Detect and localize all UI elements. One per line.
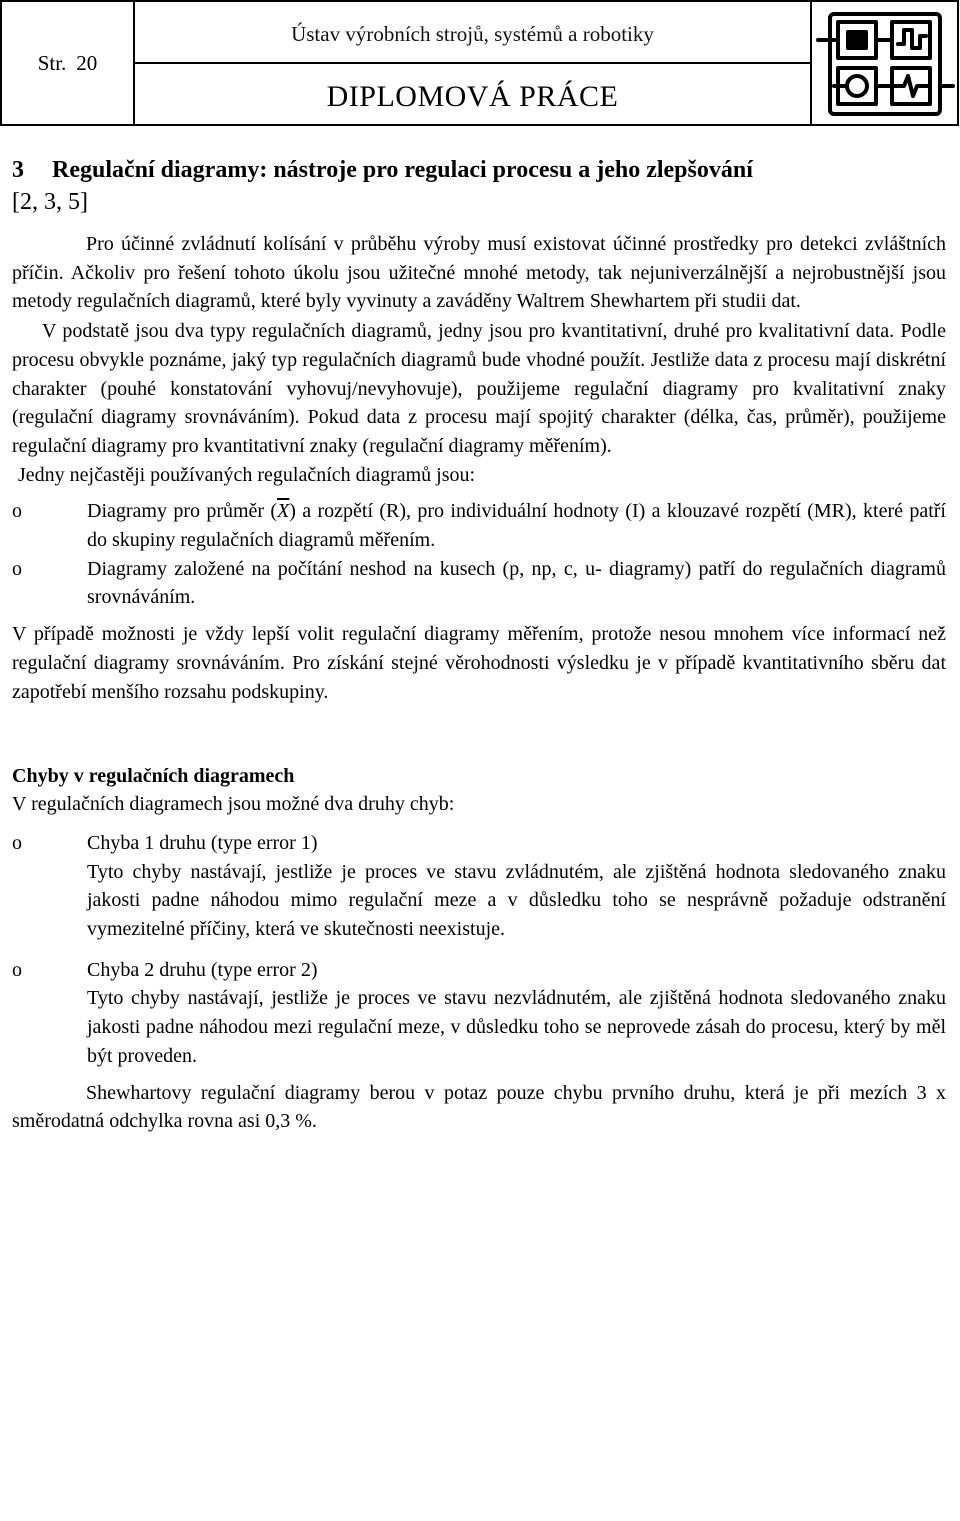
error-type-1-heading: Chyba 1 druhu (type error 1) — [87, 831, 318, 854]
errors-intro: V regulačních diagramech jsou možné dva druhy chyb: — [12, 793, 455, 816]
list-item — [12, 555, 946, 612]
bullet-icon: o — [12, 831, 22, 854]
bullet-icon: o — [12, 500, 22, 523]
error-type-2-heading: Chyba 2 druhu (type error 2) — [87, 958, 318, 981]
bullet-icon: o — [12, 557, 22, 580]
page-header — [0, 0, 959, 126]
conclusion-paragraph: Shewhartovy regulační diagramy berou v potaz pouze chybu prvního druhu, která je při mezích 3 x směrodatná odchylka rovna asi 0,3 %. — [12, 1081, 946, 1133]
intro-paragraph: Pro účinné zvládnutí kolísání v průběhu výroby musí existovat účinné prostředky pro detekci zvláštních příčin. Ačkoliv pro řešení tohoto úkolu jsou užitečné mnohé metody, tak nejuniverzálnější a nejrobustnější jsou metody regulačních diagramů, které byly vyvinuty a zaváděny Waltrem Shewhartem při studii dat. — [12, 233, 946, 313]
page-label: Str. — [37, 50, 67, 75]
common-diagrams-intro: Jedny nejčastěji používaných regulačních diagramů jsou: — [18, 463, 476, 486]
section-title: Chyby v regulačních diagramech — [12, 765, 295, 788]
page-number-box — [2, 2, 135, 124]
chapter-number: 3 — [12, 157, 24, 183]
error-type-2-text: Tyto chyby nastávají, jestliže je proces ve stavu nezvládnutém, ale zjištěná hodnota sledovaného znaku jakosti padne náhodou mezi regulační meze, v důsledku toho se neprovede zásah do procesu, který by měl být proveden. — [87, 987, 946, 1067]
types-paragraph: V podstatě jsou dva typy regulačních diagramů, jedny jsou pro kvantitativní, druhé pro kvalitativní data. Podle procesu obvykle poznáme, jaký typ regulačních diagramů bude vhodné použít. Jestliže data z procesu mají diskrétní charakter (pouhé konstatování vyhovuj/nevyhovuje), použijeme regulační diagramy pro kvalitativní znaky (regulační diagramy srovnáváním). Pokud data z procesu mají spojitý charakter (délka, čas, průměr), použijeme regulační diagramy pro kvantitativní znaky (regulační diagramy měřením). — [12, 320, 946, 457]
chapter-title — [12, 154, 946, 218]
chapter-title-text: Regulační diagramy: nástroje pro regulaci procesu a jeho zlepšování — [52, 157, 753, 183]
list-item — [12, 956, 946, 1071]
bullet-icon: o — [12, 958, 22, 981]
document-type: DIPLOMOVÁ PRÁCE — [326, 80, 619, 113]
page-content — [12, 154, 946, 1136]
preference-paragraph: V případě možnosti je vždy lepší volit regulační diagramy měřením, protože nesou mnohem více informací než regulační diagramy srovnáváním. Pro získání stejné věrohodnosti výsledku je v případě kvantitativního sběru dat zapotřebí menšího rozsahu podskupiny. — [12, 623, 946, 703]
page-number: 20 — [76, 50, 98, 75]
list-item — [12, 829, 946, 944]
institute-logo-icon — [814, 4, 957, 124]
x-bar-symbol: $\overline{X}$ — [277, 500, 290, 523]
header-center — [135, 2, 812, 124]
institute-name: Ústav výrobních strojů, systémů a robotiky — [135, 2, 810, 64]
error-type-1-text: Tyto chyby nastávají, jestliže je proces ve stavu zvládnutém, ale zjištěná hodnota sledovaného znaku jakosti padne náhodou mimo regulační meze a v důsledku toho se nesprávně požaduje odstranění vymezitelné příčiny, která ve skutečnosti neexistuje. — [87, 860, 946, 941]
errors-list — [12, 829, 946, 1071]
list-item-text-start: Diagramy pro průměr ( — [87, 500, 278, 523]
list-item-text: Diagramy založené na počítání neshod na kusech (p, np, c, u- diagramy) patří do regulačních diagramů srovnáváním. — [87, 557, 946, 609]
list-item-text-end: ) a rozpětí (R), pro individuální hodnoty (I) a klouzavé rozpětí (MR), které patří do skupiny regulačních diagramů měřením. — [87, 500, 946, 552]
common-diagrams-list — [12, 497, 946, 612]
chapter-citation: [2, 3, 5] — [12, 189, 88, 215]
list-item — [12, 497, 946, 554]
